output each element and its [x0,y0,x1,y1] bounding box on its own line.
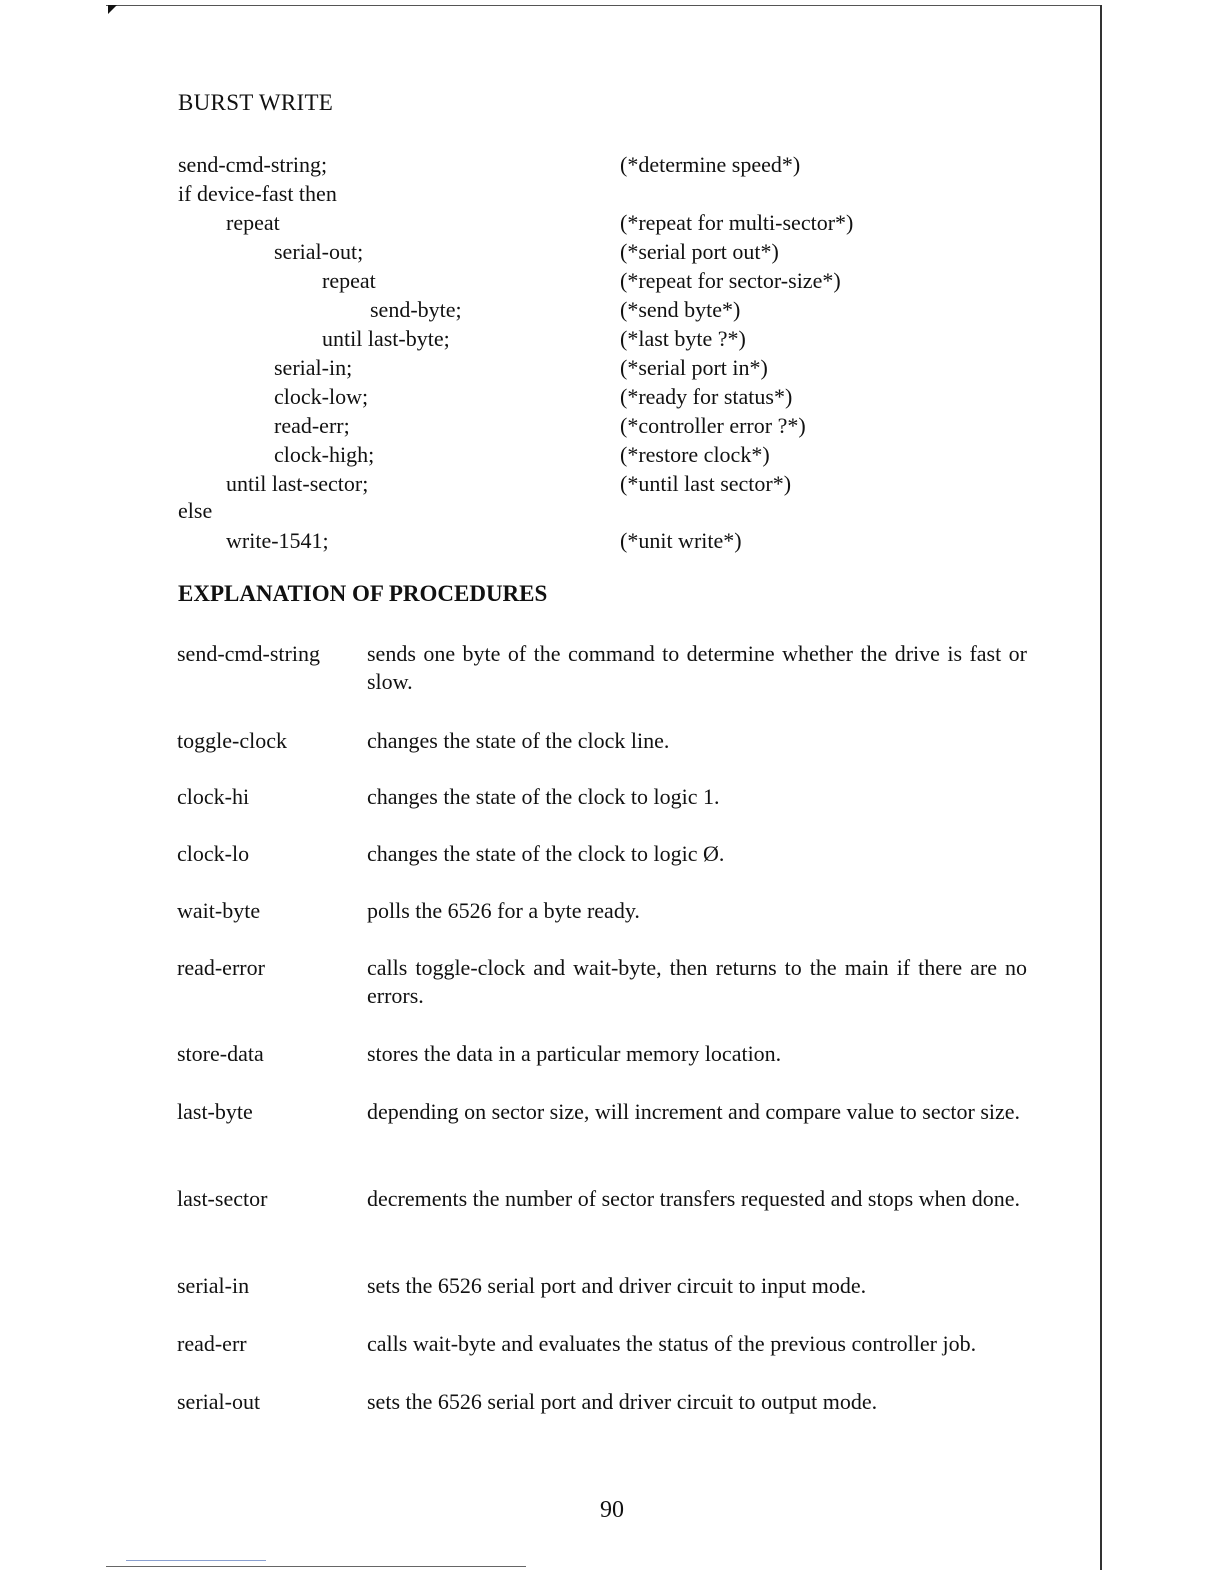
code-comment: (*restore clock*) [620,442,770,467]
scan-edge-top [106,5,1102,6]
code-comment: (*determine speed*) [620,152,801,177]
procedure-description: changes the state of the clock to logic 1. [367,784,720,809]
procedure-description: changes the state of the clock line. [367,728,670,753]
procedure-description: sets the 6526 serial port and driver circuit to output mode. [367,1389,878,1414]
code-text: clock-low; [274,384,369,409]
code-text: send-cmd-string; [178,152,328,177]
scan-edge-right [1100,5,1102,1570]
code-comment: (*serial port in*) [620,355,768,380]
scan-corner-mark [108,5,117,14]
code-text: send-byte; [370,297,462,322]
procedure-description: decrements the number of sector transfers requested and stops when done. [367,1186,1021,1211]
procedure-description: calls toggle-clock and wait-byte, then returns to the main if there are no errors. [367,955,1027,1008]
code-comment: (*last byte ?*) [620,326,746,351]
procedure-description: sets the 6526 serial port and driver circuit to input mode. [367,1273,867,1298]
procedure-name: send-cmd-string [177,641,320,666]
code-text: repeat [322,268,376,293]
code-text: serial-in; [274,355,353,380]
code-comment: (*until last sector*) [620,471,792,496]
procedure-description: sends one byte of the command to determine whether the drive is fast or slow. [367,641,1027,694]
procedure-name: last-sector [177,1186,268,1211]
code-comment: (*repeat for multi-sector*) [620,210,854,235]
code-comment: (*unit write*) [620,528,742,553]
procedure-description: changes the state of the clock to logic Ø. [367,841,725,866]
code-text: else [178,498,213,523]
procedure-name: clock-hi [177,784,250,809]
page-number: 90 [600,1497,624,1523]
code-text: clock-high; [274,442,375,467]
procedure-name: store-data [177,1041,264,1066]
procedure-name: read-err [177,1331,247,1356]
procedure-description: polls the 6526 for a byte ready. [367,898,640,923]
code-comment: (*controller error ?*) [620,413,806,438]
code-text: read-err; [274,413,350,438]
code-text: write-1541; [226,528,329,553]
procedure-description: stores the data in a particular memory location. [367,1041,782,1066]
procedure-description: depending on sector size, will increment and compare value to sector size. [367,1099,1021,1124]
scan-edge-bottom [106,1566,526,1567]
procedure-name: toggle-clock [177,728,287,753]
procedure-name: serial-in [177,1273,250,1298]
procedure-name: last-byte [177,1099,253,1124]
code-comment: (*send byte*) [620,297,741,322]
section-heading: EXPLANATION OF PROCEDURES [178,581,548,606]
code-text: if device-fast then [178,181,337,206]
code-text: until last-sector; [226,471,369,496]
code-comment: (*ready for status*) [620,384,793,409]
procedure-description: calls wait-byte and evaluates the status of the previous controller job. [367,1331,977,1356]
code-text: until last-byte; [322,326,450,351]
code-comment: (*serial port out*) [620,239,779,264]
page-title: BURST WRITE [178,90,334,115]
scan-edge-bottom-tint [126,1560,266,1561]
procedure-name: wait-byte [177,898,261,923]
procedure-name: clock-lo [177,841,250,866]
procedure-name: read-error [177,955,265,980]
code-comment: (*repeat for sector-size*) [620,268,841,293]
code-text: serial-out; [274,239,364,264]
procedure-name: serial-out [177,1389,261,1414]
code-text: repeat [226,210,280,235]
